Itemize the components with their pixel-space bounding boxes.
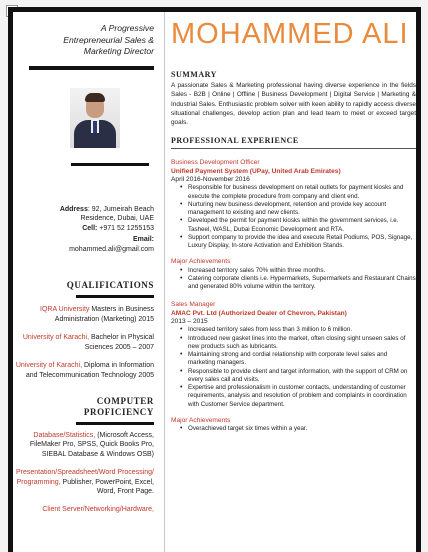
- qualification-item: [13, 333, 154, 352]
- list-item: • Responsible for business development on retail outlets for payment kiosks and execute the complete procedure from company and client end.: [180, 184, 416, 201]
- list-item: • Expertise and professionalism in customer contacts, understanding of customer requirements, analysis and resolution of problem and complaints in coordination with Customer Service department.: [180, 384, 416, 409]
- qualifications-heading: QUALIFICATIONS: [66, 280, 154, 291]
- institution: University of Karachi,: [22, 334, 90, 342]
- list-item: • Catering corporate clients i.e. Hypermarkets, Supermarkets and Restaurant Chains and generated 80% volume within the territory.: [180, 275, 416, 292]
- list-item: • Overachieved target six times within a year.: [180, 425, 416, 433]
- right-column: [171, 12, 416, 552]
- list-item: • Increased territory sales 70% within three months.: [180, 267, 416, 275]
- computer-heading-line: PROFICIENCY: [83, 406, 154, 417]
- qualification-text: Diploma in Information and Telecommunication Technology 2005: [25, 362, 154, 379]
- column-divider: [164, 12, 165, 552]
- institution: University of Karachi,: [15, 362, 83, 370]
- skill-item: [13, 431, 154, 459]
- skill-category: Presentation/Spreadsheet/Word Processing/ Programming,: [15, 469, 154, 486]
- qualification-item: [13, 361, 154, 380]
- institution: IQRA University: [40, 306, 90, 314]
- tagline-line: Marketing Director: [83, 46, 154, 56]
- achievements-list: [180, 267, 416, 292]
- company: Unified Payment System (UPay, United Arab Emirates): [171, 167, 341, 175]
- skill-text: Publisher, PowerPoint, Excel, Word, Front Page.: [60, 478, 154, 495]
- achievements-list: [180, 425, 416, 433]
- skill-category: Client Server/Networking/Hardware,: [42, 506, 154, 514]
- list-item: • Increased territory sales from less than 3 million to 6 million.: [180, 326, 416, 334]
- skill-item: [13, 468, 154, 496]
- list-item: • Nurturing new business development, retention and provide key account management to existing and new clients.: [180, 201, 416, 218]
- job-dates: 2013 – 2015: [171, 318, 208, 326]
- list-item: • Responsible to provide client and target information, with the support of CRM on every sales call and visits.: [180, 368, 416, 385]
- job-title: Sales Manager: [171, 301, 216, 309]
- section-rule: [171, 148, 416, 149]
- email-label: Email:: [132, 236, 154, 244]
- summary-text: A passionate Sales & Marketing professional having diverse experience in the fields Sales - B2B | Online | Offline | Business Development | Digital Service | Marketing & Industrial Sales. Enthusiastic problem solver with keen ability to rapidly access diverse situational challenges, develop action plan and lead team to meet or exceed target goals.: [171, 82, 416, 127]
- achievements-label: Major Achievements: [171, 258, 231, 266]
- qualification-text: Bachelor in Physical Sciences 2005 – 2007: [84, 334, 154, 351]
- job-title: Business Development Officer: [171, 159, 260, 167]
- tagline-line: A Progressive: [100, 23, 154, 33]
- address-line: Residence, Dubai, UAE: [80, 215, 154, 223]
- divider-bar: [71, 163, 149, 166]
- cell-value: +971 52 1255153: [97, 224, 154, 232]
- resume-page: [8, 7, 421, 552]
- skill-text: (Microsoft Access, FileMaker Pro, SPSS, Quick Books Pro, SIEBAL Database & Windows OSB): [29, 431, 154, 458]
- company: AMAC Pvt. Ltd (Authorized Dealer of Chevron, Pakistan): [171, 309, 347, 317]
- experience-heading: PROFESSIONAL EXPERIENCE: [171, 136, 299, 146]
- qualification-text: Masters in Business Administration (Marketing) 2015: [54, 306, 154, 323]
- computer-heading-line: COMPUTER: [96, 395, 154, 406]
- job-entry: [171, 301, 416, 433]
- list-item: • Maintaining strong and cordial relationship with corporate level sales and marketing managers.: [180, 351, 416, 368]
- list-item: • Introduced new gasket lines into the market, often closing sight unseen sales of new products such as lubricants.: [180, 335, 416, 352]
- email-value[interactable]: mohammed.ali@gmail.com: [69, 245, 154, 253]
- achievements-label: Major Achievements: [171, 416, 231, 424]
- responsibilities-list: [180, 184, 416, 250]
- contact-block: [13, 205, 154, 255]
- cell-label: Cell:: [82, 224, 98, 232]
- summary-heading: SUMMARY: [171, 70, 217, 79]
- address-label: Address: [59, 205, 88, 213]
- list-item: • Developed the permit for payment kiosks within the government services, i.e. Tasheel, WASL, Dubai Economic Development and RTA.: [180, 217, 416, 234]
- job-dates: April 2016-November 2016: [171, 176, 250, 184]
- address: [13, 205, 154, 215]
- tagline-line: Entrepreneurial Sales &: [63, 34, 154, 45]
- left-column: [13, 12, 161, 552]
- skill-item: [13, 505, 154, 514]
- cell: [13, 224, 154, 234]
- divider-bar: [29, 66, 154, 70]
- responsibilities-list: [180, 326, 416, 409]
- computer-heading: [13, 396, 154, 418]
- job-entry: [171, 159, 416, 291]
- address-line: : 92, Jumeirah Beach: [87, 205, 154, 213]
- profile-photo: [70, 88, 120, 148]
- divider-bar: [76, 422, 154, 425]
- qualification-item: [13, 305, 154, 324]
- list-item: • Support company to provide the idea and execute Retail Podiums, POS, Signage, Luxury Display, In-store Activation and Exhibition Stands.: [180, 234, 416, 251]
- tagline: [13, 23, 154, 58]
- divider-bar: [76, 295, 154, 298]
- candidate-name: MOHAMMED ALI: [171, 18, 409, 50]
- skill-category: Database/Statistics,: [33, 431, 96, 439]
